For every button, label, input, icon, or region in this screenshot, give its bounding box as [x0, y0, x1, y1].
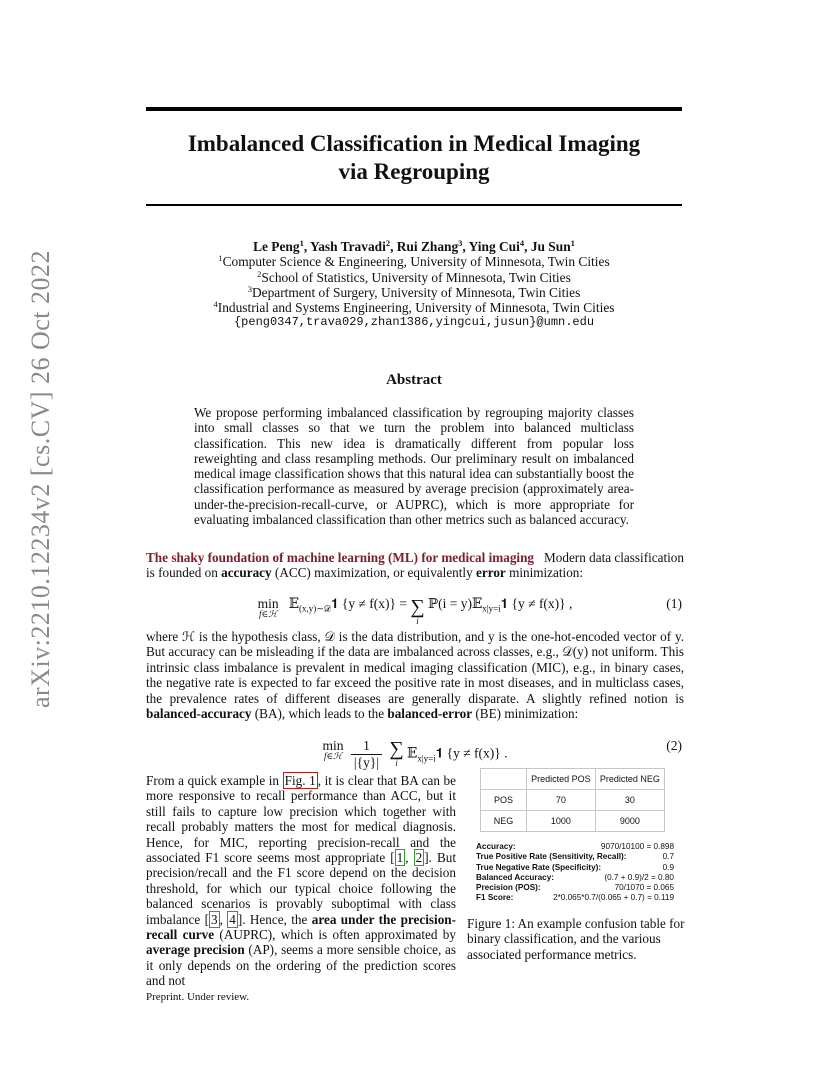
imbalance-paragraph	[146, 629, 684, 721]
body-text: (BE) minimization:	[475, 706, 579, 722]
confusion-table	[480, 768, 665, 832]
left-column-paragraph	[146, 773, 456, 989]
affiliation-mark: 2	[257, 268, 262, 279]
citation-link[interactable]: 1	[396, 850, 404, 866]
body-text: ]. Hence, the	[237, 911, 308, 927]
title-bottom-rule	[146, 204, 682, 206]
table-cell: 70	[527, 790, 596, 811]
body-text: ,	[405, 850, 414, 866]
indicator-term: 𝟏 {y ≠ f(x)} .	[435, 745, 508, 761]
author-name: Ju Sun	[530, 239, 571, 254]
body-text: (AUPRC), which is often approximated by	[219, 927, 456, 943]
citation-link[interactable]: 3	[210, 911, 218, 927]
title-top-rule	[146, 107, 682, 111]
body-text: (BA), which leads to the	[254, 706, 385, 722]
metrics-list	[476, 842, 674, 904]
table-header-cell: Predicted NEG	[595, 769, 664, 790]
metric-row	[476, 873, 674, 883]
term-balanced-accuracy: balanced-accuracy	[146, 706, 252, 722]
author-list: Le Peng$^1$, Yash Travadi$^2$, Rui Zhang$^3$, Ying Cui$^4$, Ju Sun$^1$	[253, 238, 575, 254]
row-label: NEG	[481, 811, 527, 832]
table-row	[481, 811, 665, 832]
affiliation	[146, 270, 682, 285]
metric-value: 2*0.065*0.7/(0.065 + 0.7) = 0.119	[553, 893, 674, 903]
metric-value: 0.7	[662, 852, 674, 862]
paper-title	[146, 130, 682, 186]
author-block	[146, 239, 682, 331]
table-header-cell	[481, 769, 527, 790]
affiliation-text: Industrial and Systems Engineering, University of Minnesota, Twin Cities	[217, 300, 615, 316]
abstract-heading: Abstract	[386, 372, 442, 388]
min-subscript: f∈ℋ	[323, 751, 343, 761]
row-label: POS	[481, 790, 527, 811]
author-affiliation-mark: 2	[385, 238, 391, 248]
sum-symbol: ∑	[410, 596, 425, 618]
equation-number: (1)	[666, 596, 682, 611]
title-line-2: via Regrouping	[338, 159, 490, 184]
sum-symbol: ∑	[389, 738, 404, 760]
sum-operator	[389, 738, 403, 768]
metric-row	[476, 863, 674, 873]
author-name: Rui Zhang	[396, 239, 459, 254]
body-text: where ℋ is the hypothesis class, 𝒟 is the data distribution, and y is the one-hot-encoded vector of y. But accuracy can be misleading if the data are imbalanced across classes, e.g., 𝒟(y) not uniform. This intrinsic class imbalance is prevalent in medical imaging classification (MIC), e.g., in binary cases, the negative rate is expected to far exceed the positive rate in most diseases, and in multiclass cases, the prevalence rates of different diseases are generally disparate. A slightly refined notion is	[146, 629, 684, 706]
body-text: , it is clear that BA can be more responsive to recall performance than ACC, but it still fails to capture low precision which together with recall probably matters the most for medical diagnosis. Hence, for MIC, reporting precision-recall and the associated F1 score seems most appropriate [	[146, 773, 457, 866]
confusion-table-header	[481, 769, 665, 790]
expectation-symbol: 𝔼	[407, 745, 418, 761]
term-auprc: area under the precision-recall curve	[146, 911, 457, 943]
body-text: From a quick example in	[146, 773, 280, 788]
equation-1-body	[146, 596, 684, 626]
arxiv-side-stamp	[20, 249, 62, 709]
metric-name: Accuracy	[476, 842, 513, 851]
citation-link[interactable]: 2	[415, 850, 423, 866]
indicator-term: 𝟏 {y ≠ f(x)} ,	[500, 596, 573, 611]
fraction-numerator: 1	[351, 738, 382, 755]
conditional-subscript: x|y=i	[417, 753, 436, 764]
metric-name: F1 Score	[476, 893, 511, 903]
equation-1	[146, 590, 684, 626]
affiliation-mark: 1	[218, 253, 223, 264]
affiliation	[146, 254, 682, 269]
affiliation-text: School of Statistics, University of Minnesota, Twin Cities	[261, 269, 571, 285]
section-heading: The shaky foundation of machine learning (ML) for medical imaging	[146, 550, 535, 565]
term-accuracy: accuracy	[221, 565, 272, 581]
body-text: ,	[219, 911, 228, 927]
metric-label: True Positive Rate (Sensitivity, Recall):	[476, 852, 627, 862]
body-text: (ACC) maximization, or equivalently	[274, 565, 473, 581]
equation-number: (2)	[666, 738, 682, 753]
metric-name: True Positive Rate (Sensitivity, Recall)	[476, 852, 624, 862]
term-error: error	[476, 565, 506, 581]
equation-2	[146, 731, 684, 770]
table-cell: 30	[595, 790, 664, 811]
metric-row	[476, 893, 674, 903]
table-row	[481, 790, 665, 811]
metric-row	[476, 883, 674, 893]
fraction-denominator: |{y}|	[353, 755, 380, 770]
title-line-1: Imbalanced Classification in Medical Imaging	[187, 131, 641, 156]
metric-label: Balanced Accuracy:	[476, 872, 554, 882]
metric-row	[476, 852, 674, 862]
metric-value: 9070/10100 = 0.898	[600, 842, 674, 851]
conditional-subscript: x|y=i	[482, 603, 501, 614]
min-operator	[258, 596, 279, 620]
min-operator	[323, 738, 344, 762]
equation-2-body	[146, 738, 684, 771]
affiliation-text: Computer Science & Engineering, University of Minnesota, Twin Cities	[222, 254, 610, 270]
sum-operator	[410, 596, 424, 626]
metric-value: 0.9	[662, 862, 674, 872]
author-name: Ying Cui	[468, 239, 520, 254]
probability-term: ℙ(i = y)𝔼	[427, 596, 483, 611]
footer-note: Preprint. Under review.	[146, 991, 250, 1003]
table-cell: 1000	[527, 811, 596, 832]
metric-value: (0.7 + 0.9)/2 = 0.80	[604, 872, 674, 882]
min-subscript: f∈ℋ	[259, 609, 278, 619]
metric-row	[476, 842, 674, 852]
author-name: Yash Travadi	[310, 239, 386, 254]
term-balanced-error: balanced-error	[387, 706, 473, 722]
author-affiliation-mark: 1	[299, 238, 304, 248]
author-affiliation-mark: 4	[519, 238, 525, 248]
citation-link[interactable]: 4	[229, 911, 236, 927]
abstract-text: We propose performing imbalanced classification by regrouping majority classes into small classes so that we turn the problem into balanced multiclass classification. This new idea is dramatically different from popular loss reweighting and class resampling methods. Our preliminary result on imbalanced medical image classification shows that this natural idea can substantially boost the classification performance as measured by average precision (approximately area-under-the-precision-recall-curve, or AUPRC), which is more appropriate for evaluating imbalanced classification than other metrics such as balanced accuracy.	[194, 405, 634, 528]
sum-subscript: i	[416, 616, 419, 626]
body-text: Modern data classification is founded on	[146, 550, 684, 581]
metric-name: Precision (POS)	[476, 883, 538, 893]
body-text: minimization:	[509, 565, 584, 581]
body-text: (AP), seems a more sensible choice, as it only depends on the ordering of the prediction scores and not	[146, 942, 457, 989]
expectation-symbol: 𝔼	[288, 596, 300, 611]
metric-label: F1 Score:	[476, 893, 514, 903]
intro-paragraph	[146, 550, 684, 581]
table-cell: 9000	[595, 811, 664, 832]
indicator-term: 𝟏 {y ≠ f(x)} =	[330, 596, 407, 611]
term-average-precision: average precision	[146, 942, 245, 958]
affiliation	[146, 300, 682, 315]
affiliation-mark: 3	[247, 283, 252, 294]
min-label: min	[322, 738, 344, 753]
author-emails[interactable]: {peng0347,trava029,zhan1386,yingcui,jusun}@umn.edu	[233, 315, 595, 330]
fraction	[351, 738, 382, 771]
arxiv-identifier: arXiv:2210.12234v2 [cs.CV] 26 Oct 2022	[26, 249, 55, 709]
metric-name: Balanced Accuracy	[476, 872, 552, 882]
sum-subscript: i	[395, 758, 398, 768]
figure-caption: Figure 1: An example confusion table for binary classification, and the various associated performance metrics.	[467, 916, 685, 962]
affiliation	[146, 285, 682, 300]
author-affiliation-mark: 1	[570, 238, 575, 248]
metric-value: 70/1070 = 0.065	[614, 883, 674, 893]
author-name: Le Peng	[253, 239, 300, 254]
metric-name: True Negative Rate (Specificity)	[476, 862, 599, 872]
figure-reference-link[interactable]: Fig. 1	[284, 773, 316, 788]
body-text: ]. But precision/recall and the F1 score depend on the decision threshold, for which our typical choice following the balanced scenarios is provably suboptimal with class imbalance [	[146, 850, 456, 927]
metric-label: Precision (POS):	[476, 883, 541, 893]
affiliation-mark: 4	[213, 299, 218, 310]
expectation-subscript: (x,y)∼𝒟	[299, 603, 331, 614]
metric-label: Accuracy:	[476, 842, 516, 851]
author-affiliation-mark: 3	[458, 238, 463, 248]
metric-label: True Negative Rate (Specificity):	[476, 862, 602, 872]
min-label: min	[257, 596, 279, 611]
table-header-cell: Predicted POS	[527, 769, 596, 790]
affiliation-text: Department of Surgery, University of Minnesota, Twin Cities	[251, 284, 581, 300]
